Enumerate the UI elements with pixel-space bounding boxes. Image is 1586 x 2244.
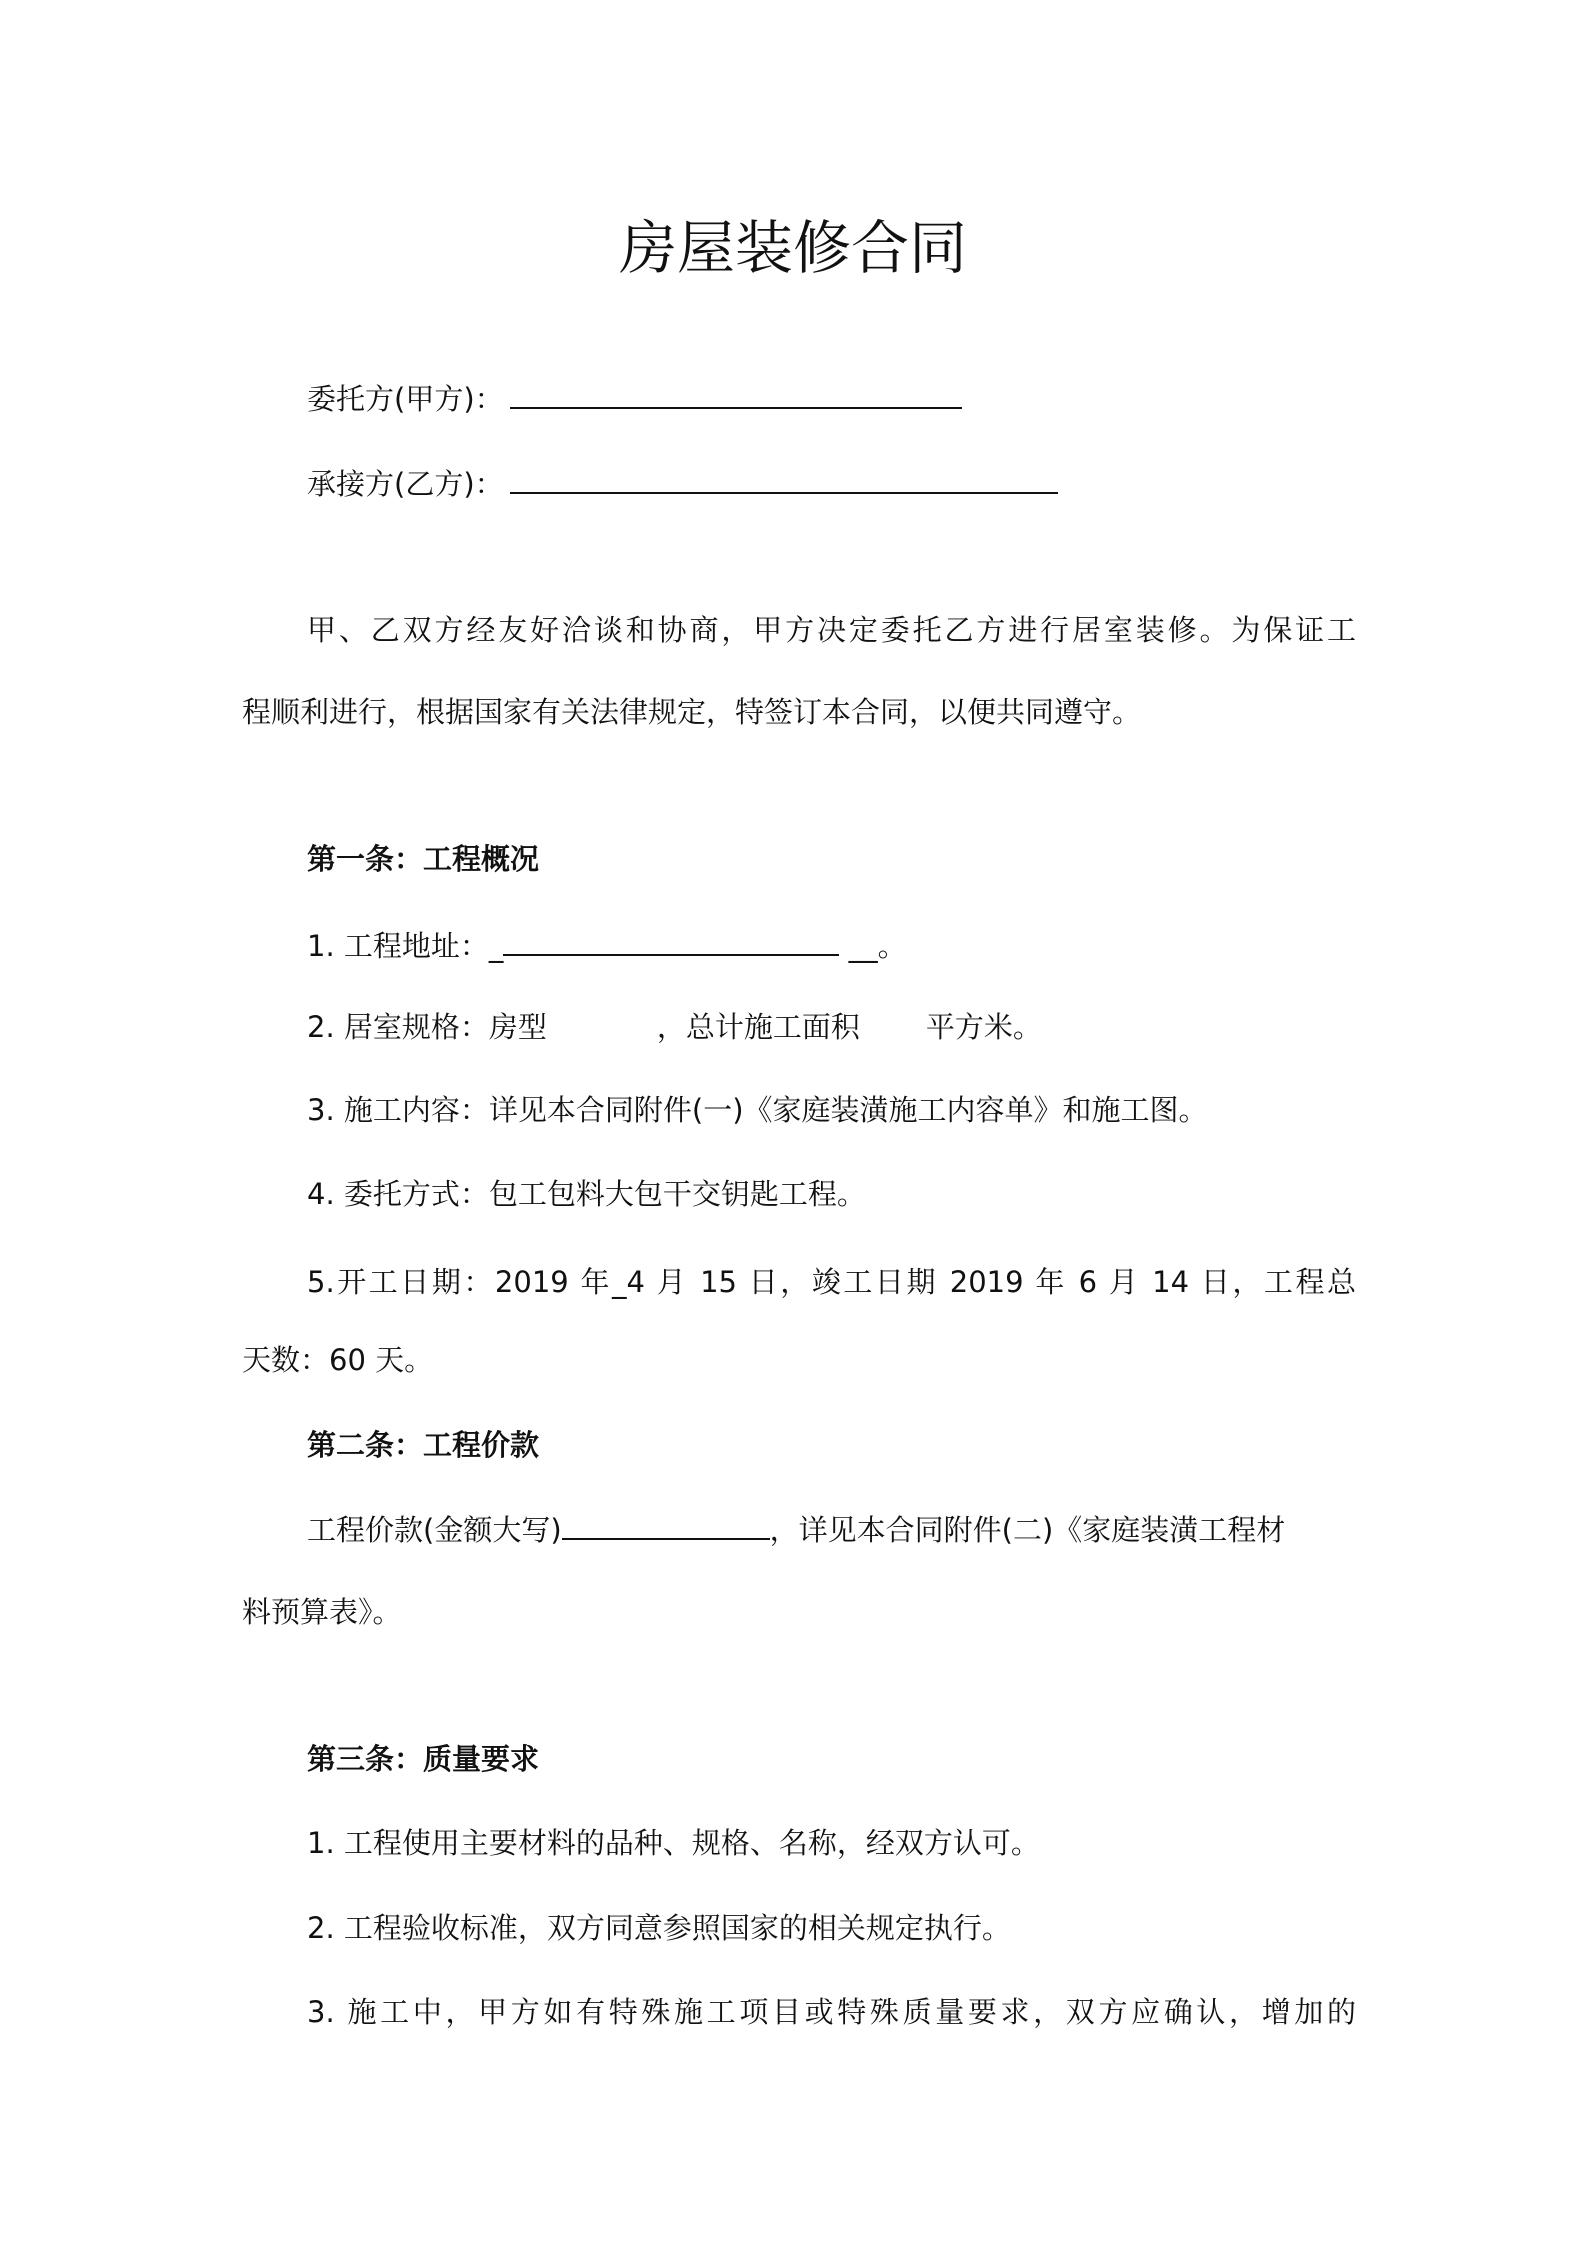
client-label: 委托方(甲方)： — [307, 382, 504, 416]
room-type-label: 2. 居室规格：房型 — [307, 1010, 547, 1044]
article-3-item-1: 1. 工程使用主要材料的品种、规格、名称，经双方认可。 — [307, 1826, 1040, 1860]
address-label: 1. 工程地址：_ — [307, 929, 504, 963]
area-label: ，总计施工面积 — [656, 1010, 860, 1044]
article-1-heading: 第一条：工程概况 — [307, 842, 540, 876]
intro-line-2: 程顺利进行，根据国家有关法律规定，特签订本合同，以便共同遵守。 — [242, 695, 1142, 729]
intro-line-1: 甲、乙双方经友好洽谈和协商，甲方决定委托乙方进行居室装修。为保证工 — [307, 613, 1356, 647]
contractor-label: 承接方(乙方)： — [307, 467, 504, 501]
address-blank — [503, 926, 839, 956]
article-1-item-3: 3. 施工内容：详见本合同附件(一)《家庭装潢施工内容单》和施工图。 — [307, 1093, 1208, 1127]
article-1-item-2 — [307, 1009, 1042, 1045]
price-detail: ，详见本合同附件(二)《家庭装潢工程材 — [769, 1513, 1286, 1547]
article-2-heading: 第二条：工程价款 — [307, 1428, 540, 1462]
price-blank — [562, 1510, 770, 1540]
address-end: __。 — [848, 929, 907, 963]
client-line — [307, 379, 962, 417]
article-3-item-2: 2. 工程验收标准，双方同意参照国家的相关规定执行。 — [307, 1911, 1011, 1945]
article-1-item-5-line-1: 5.开工日期：2019 年_4 月 15 日，竣工日期 2019 年 6 月 14 日，工程总 — [307, 1265, 1356, 1299]
article-2-line-1 — [307, 1510, 1285, 1548]
price-label: 工程价款(金额大写) — [307, 1513, 562, 1547]
contractor-line — [307, 464, 1058, 502]
area-unit: 平方米。 — [925, 1010, 1042, 1044]
document-title: 房屋装修合同 — [618, 214, 967, 282]
article-2-line-2: 料预算表》。 — [242, 1595, 402, 1629]
article-3-heading: 第三条：质量要求 — [307, 1742, 540, 1776]
client-blank — [510, 379, 962, 409]
contractor-blank — [510, 464, 1058, 494]
article-1-item-1 — [307, 926, 907, 964]
article-3-item-3: 3. 施工中，甲方如有特殊施工项目或特殊质量要求，双方应确认，增加的 — [307, 1995, 1356, 2029]
article-1-item-4: 4. 委托方式：包工包料大包干交钥匙工程。 — [307, 1177, 866, 1211]
article-1-item-5-line-2: 天数：60 天。 — [242, 1343, 434, 1377]
